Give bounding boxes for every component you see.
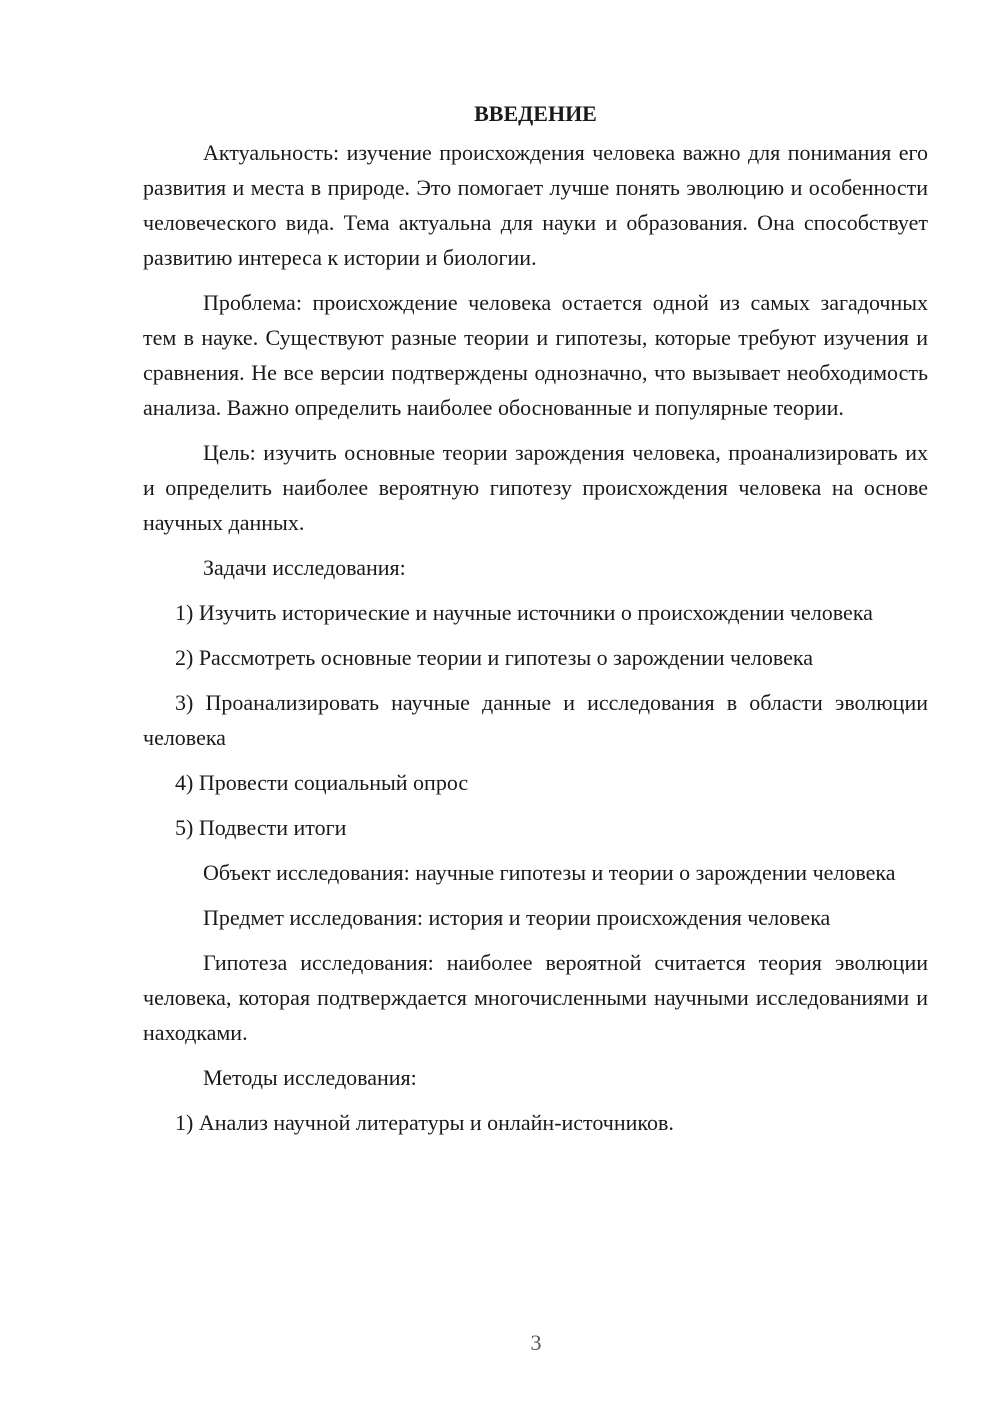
page-title: ВВЕДЕНИЕ [474, 101, 597, 126]
tasks-heading: Задачи исследования: [203, 555, 406, 580]
task-item-5: 5) Подвести итоги [175, 815, 347, 840]
task-item-1: 1) Изучить исторические и научные источники о происхождении человека [175, 600, 873, 625]
task-item-3: 3) Проанализировать научные данные и исследования в области эволюции человека [143, 690, 928, 750]
problem-paragraph: Проблема: происхождение человека остается одной из самых загадочных тем в науке. Существуют разные теории и гипотезы, которые требуют изучения и сравнения. Не все версии подтверждены однозначно, что вызывает необходимость анализа. Важно определить наиболее обоснованные и популярные теории. [143, 290, 928, 420]
subject-paragraph: Предмет исследования: история и теории происхождения человека [203, 905, 831, 930]
relevance-paragraph: Актуальность: изучение происхождения человека важно для понимания его развития и места в природе. Это помогает лучше понять эволюцию и особенности человеческого вида. Тема актуальна для науки и образования. Она способствует развитию интереса к истории и биологии. [143, 140, 928, 270]
method-item-1: 1) Анализ научной литературы и онлайн-источников. [175, 1110, 674, 1135]
task-item-2: 2) Рассмотреть основные теории и гипотезы о зарождении человека [175, 645, 814, 670]
hypothesis-paragraph: Гипотеза исследования: наиболее вероятной считается теория эволюции человека, которая подтверждается многочисленными научными исследованиями и находками. [143, 950, 928, 1045]
task-item-4: 4) Провести социальный опрос [175, 770, 469, 795]
page-number: 3 [530, 1330, 542, 1355]
object-paragraph: Объект исследования: научные гипотезы и теории о зарождении человека [203, 860, 896, 885]
goal-paragraph: Цель: изучить основные теории зарождения человека, проанализировать их и определить наиболее вероятную гипотезу происхождения человека на основе научных данных. [143, 440, 928, 535]
methods-heading: Методы исследования: [203, 1065, 417, 1090]
document-body [143, 96, 928, 1150]
